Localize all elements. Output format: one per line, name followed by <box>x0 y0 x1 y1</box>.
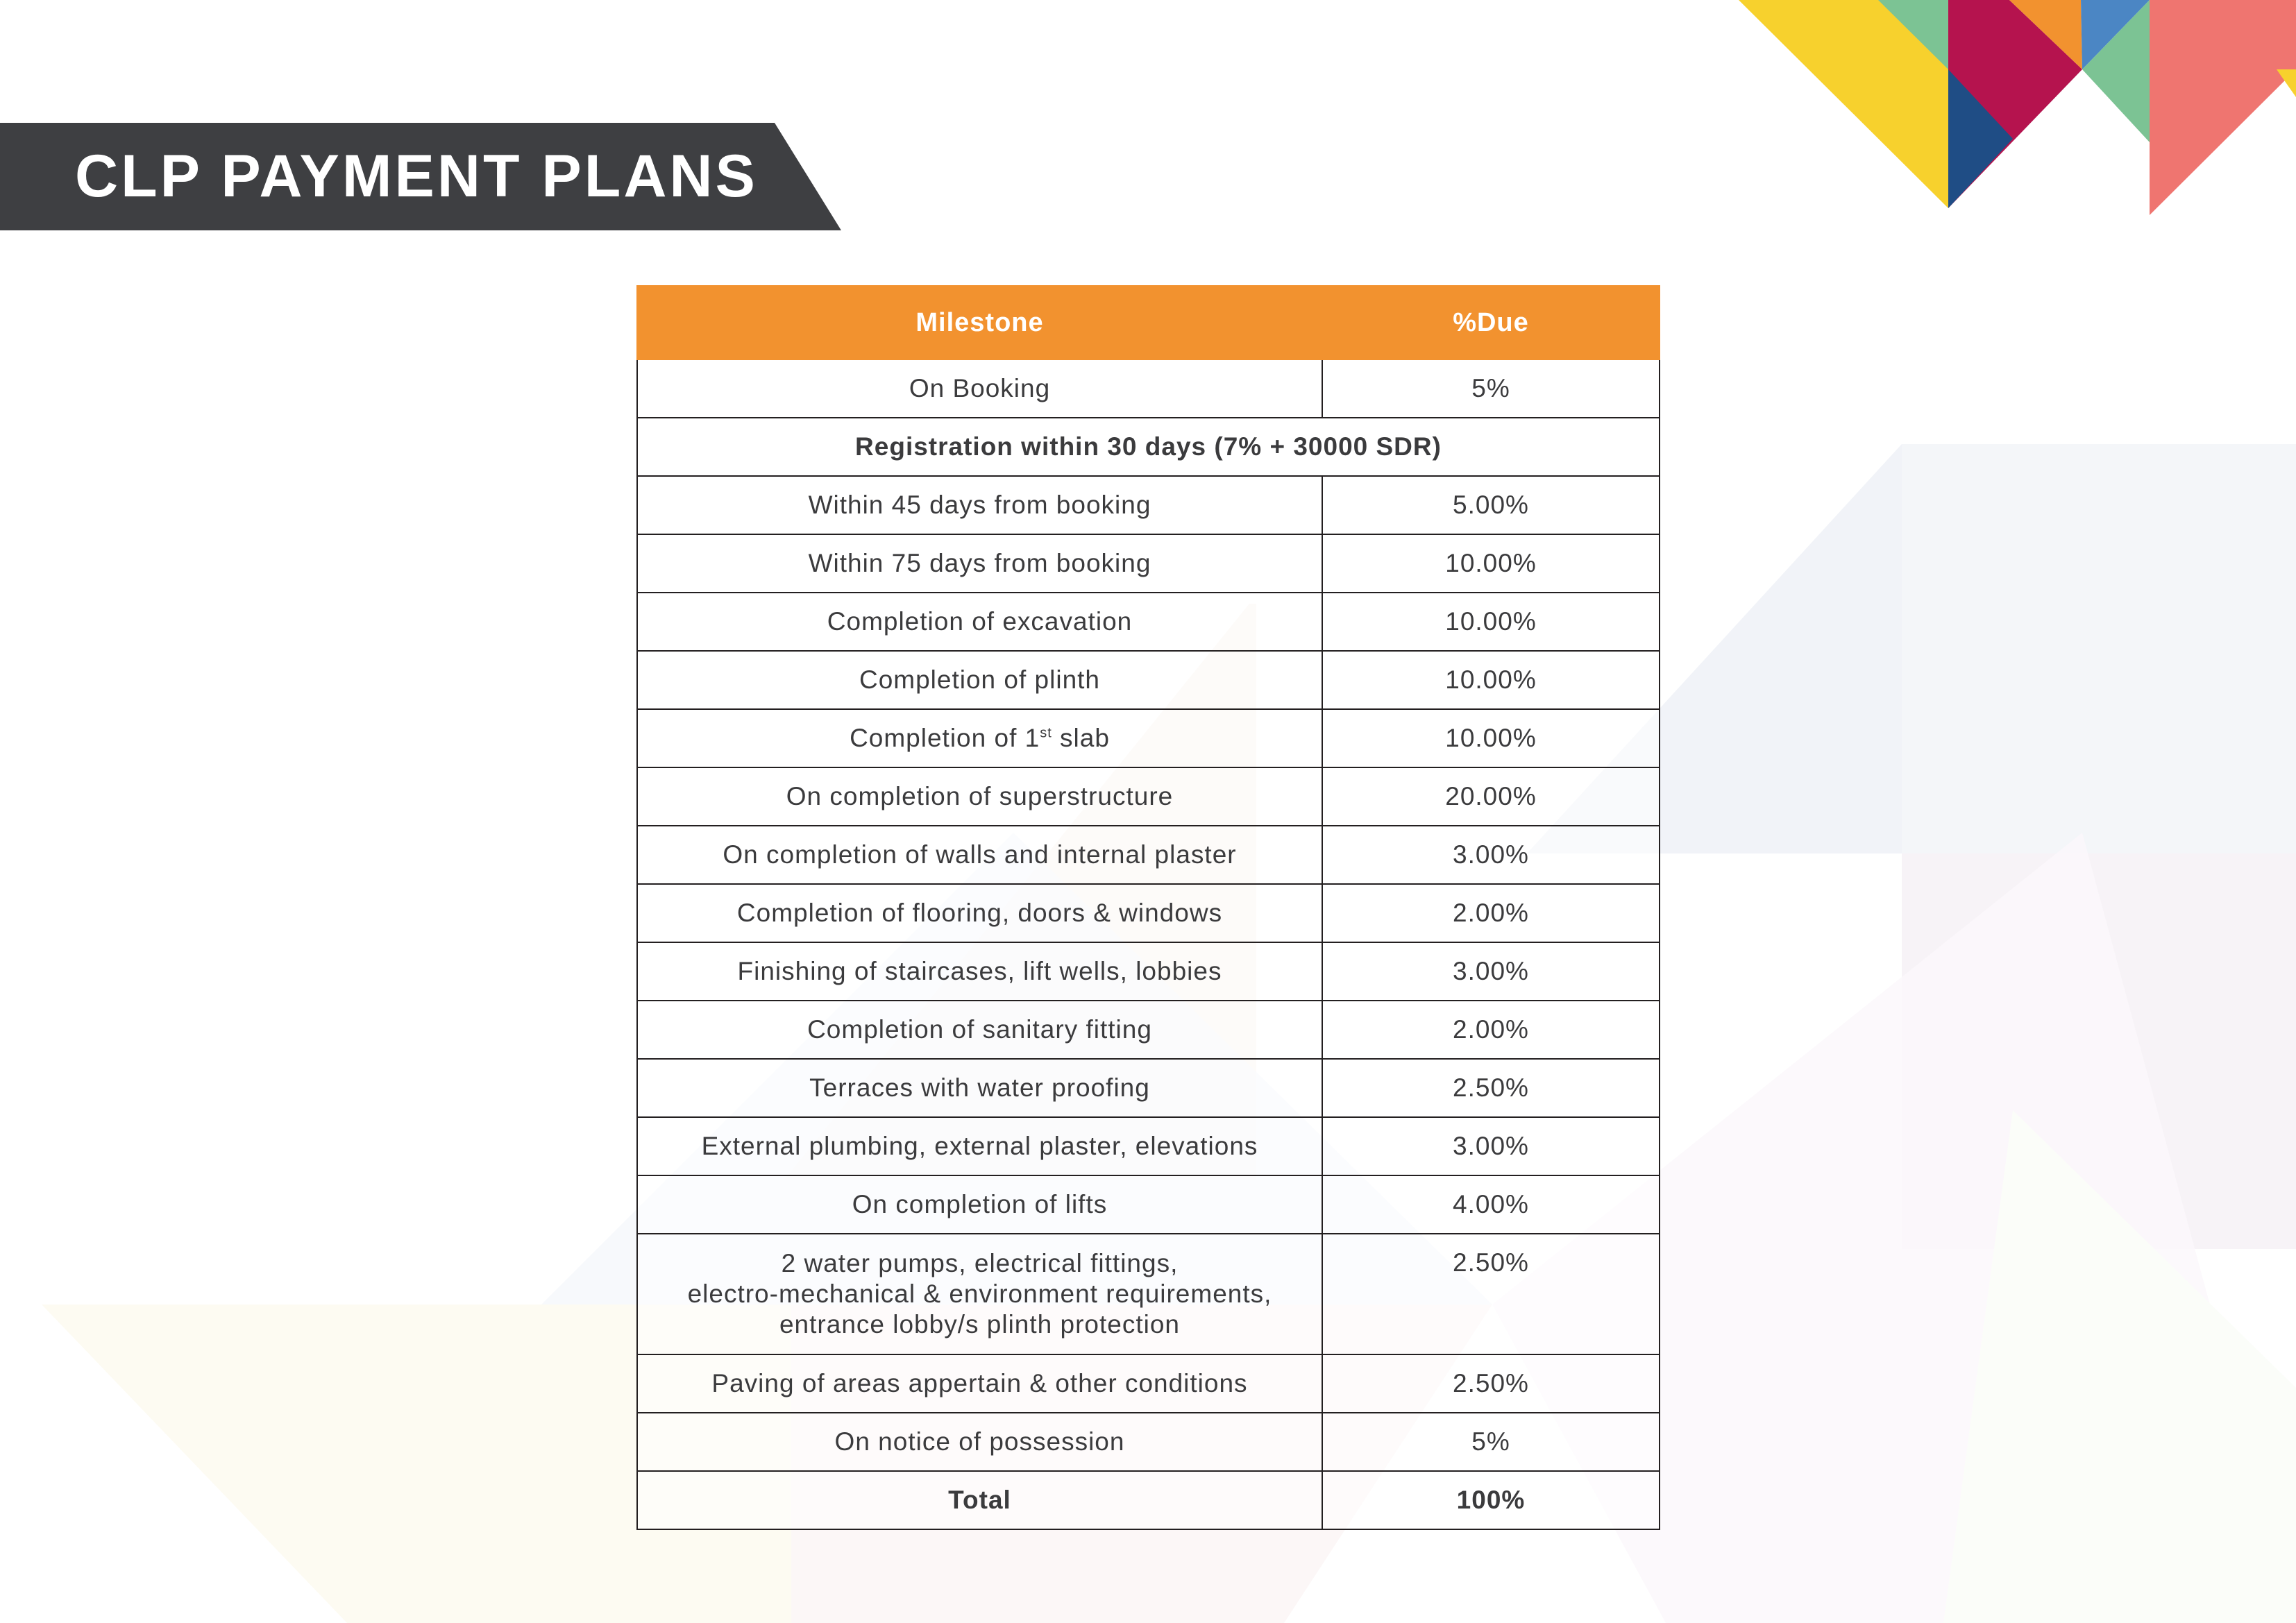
due-cell: 3.00% <box>1322 826 1660 884</box>
due-cell: 10.00% <box>1322 534 1660 593</box>
due-cell: 3.00% <box>1322 942 1660 1001</box>
ordinal-suffix: st <box>1040 725 1052 741</box>
milestone-cell: Completion of plinth <box>637 651 1322 709</box>
total-label: Total <box>637 1471 1322 1529</box>
milestone-text: Completion of 1 <box>850 724 1040 752</box>
milestone-cell: Within 75 days from booking <box>637 534 1322 593</box>
milestone-cell: Finishing of staircases, lift wells, lobbies <box>637 942 1322 1001</box>
table-row <box>637 1059 1660 1117</box>
milestone-cell: Completion of flooring, doors & windows <box>637 884 1322 942</box>
table-row <box>637 1001 1660 1059</box>
table-row <box>637 1117 1660 1175</box>
due-cell: 2.50% <box>1322 1234 1660 1354</box>
milestone-cell: Within 45 days from booking <box>637 476 1322 534</box>
milestone-cell <box>637 709 1322 767</box>
due-cell: 10.00% <box>1322 593 1660 651</box>
table-row <box>637 651 1660 709</box>
due-cell: 2.50% <box>1322 1059 1660 1117</box>
table-row <box>637 884 1660 942</box>
due-cell: 10.00% <box>1322 709 1660 767</box>
payment-plan-table <box>636 285 1659 1530</box>
milestone-cell: On completion of walls and internal plaster <box>637 826 1322 884</box>
table-row <box>637 1354 1660 1413</box>
table-row <box>637 1413 1660 1471</box>
due-cell: 3.00% <box>1322 1117 1660 1175</box>
milestone-line: electro-mechanical & environment requirements, <box>687 1280 1272 1308</box>
registration-cell: Registration within 30 days (7% + 30000 SDR) <box>637 418 1660 476</box>
due-cell: 2.00% <box>1322 1001 1660 1059</box>
due-cell: 5% <box>1322 359 1660 418</box>
due-cell: 5.00% <box>1322 476 1660 534</box>
milestone-line: 2 water pumps, electrical fittings, <box>781 1249 1179 1277</box>
table-row <box>637 476 1660 534</box>
milestone-cell: Terraces with water proofing <box>637 1059 1322 1117</box>
registration-row <box>637 418 1660 476</box>
table-row <box>637 709 1660 767</box>
due-cell: 2.00% <box>1322 884 1660 942</box>
column-header-due: %Due <box>1322 286 1660 359</box>
milestone-cell: Completion of sanitary fitting <box>637 1001 1322 1059</box>
due-cell: 20.00% <box>1322 767 1660 826</box>
due-cell: 4.00% <box>1322 1175 1660 1234</box>
table-row <box>637 359 1660 418</box>
milestone-cell: On completion of lifts <box>637 1175 1322 1234</box>
milestone-line: entrance lobby/s plinth protection <box>779 1310 1180 1339</box>
due-cell: 2.50% <box>1322 1354 1660 1413</box>
table-header-row <box>637 286 1660 359</box>
due-cell: 5% <box>1322 1413 1660 1471</box>
total-due: 100% <box>1322 1471 1660 1529</box>
milestone-cell: Completion of excavation <box>637 593 1322 651</box>
table-row <box>637 1175 1660 1234</box>
table-row <box>637 942 1660 1001</box>
milestone-text: slab <box>1052 724 1110 752</box>
milestone-cell: On completion of superstructure <box>637 767 1322 826</box>
milestone-cell: On notice of possession <box>637 1413 1322 1471</box>
table-row <box>637 534 1660 593</box>
milestone-cell: External plumbing, external plaster, elevations <box>637 1117 1322 1175</box>
due-cell: 10.00% <box>1322 651 1660 709</box>
table-row <box>637 593 1660 651</box>
total-row <box>637 1471 1660 1529</box>
table-row <box>637 1234 1660 1354</box>
table-row <box>637 767 1660 826</box>
page-title: CLP PAYMENT PLANS <box>75 143 758 210</box>
milestone-cell: On Booking <box>637 359 1322 418</box>
milestone-cell: Paving of areas appertain & other conditions <box>637 1354 1322 1413</box>
table-row <box>637 826 1660 884</box>
column-header-milestone: Milestone <box>637 286 1322 359</box>
milestone-cell <box>637 1234 1322 1354</box>
